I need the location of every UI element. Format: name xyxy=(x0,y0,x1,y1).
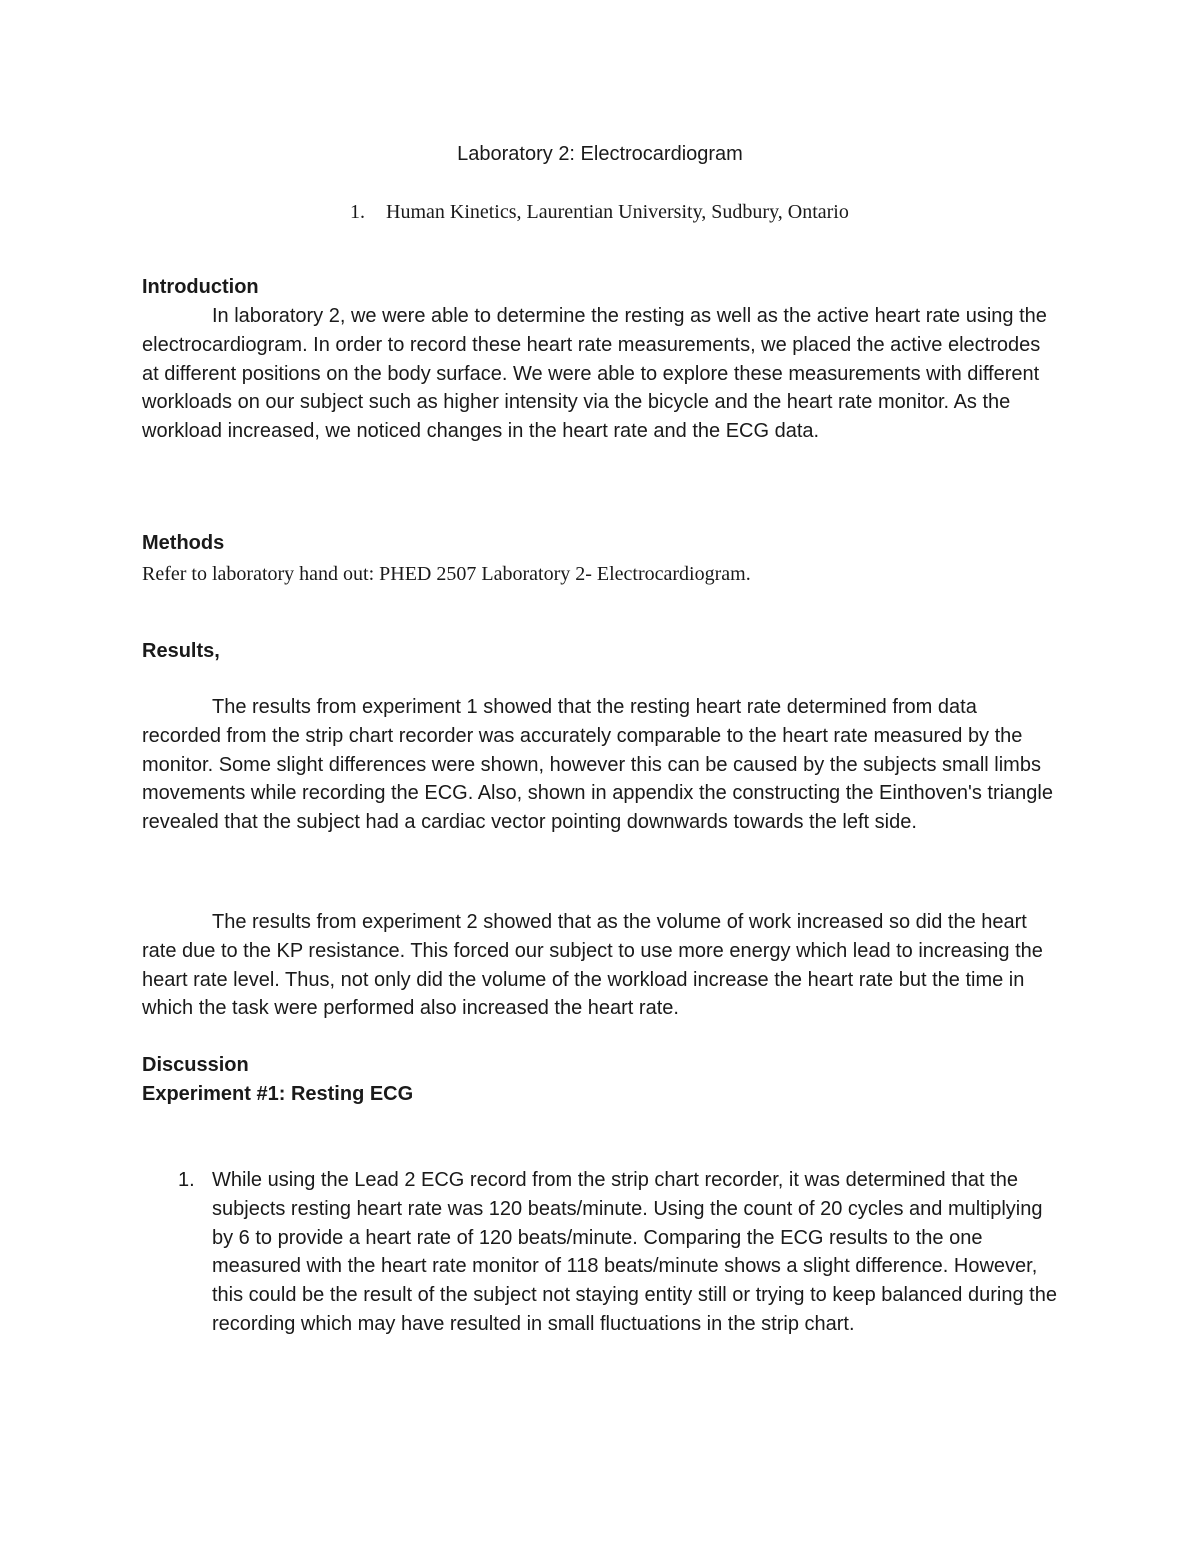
affiliation xyxy=(350,198,849,226)
methods-heading: Methods xyxy=(142,532,225,554)
experiment-1-subheading: Experiment #1: Resting ECG xyxy=(142,1083,414,1105)
list-item-text: While using the Lead 2 ECG record from the strip chart recorder, it was determined that the subjects resting heart rate was 120 beats/minute. Using the count of 20 cycles and multiplying by 6 to provide a heart rate of 120 beats/minute. Comparing the ECG results to the one measured with the heart rate monitor of 118 beats/minute shows a slight difference. However, this could be the result of the subject not staying entity still or trying to keep balanced during the recording which may have resulted in small fluctuations in the strip chart. xyxy=(212,1169,1057,1335)
list-item-number: 1. xyxy=(178,1169,195,1191)
methods-text: Refer to laboratory hand out: PHED 2507 Laboratory 2- Electrocardiogram. xyxy=(142,563,751,585)
results-heading: Results, xyxy=(142,640,220,662)
results-paragraph-1 xyxy=(142,693,1060,837)
introduction-text: In laboratory 2, we were able to determine the resting as well as the active heart rate using the electrocardiogram. In order to record these heart rate measurements, we placed the active electrodes at different positions on the body surface. We were able to explore these measurements with different workloads on our subject such as higher intensity via the bicycle and the heart rate monitor. As the workload increased, we noticed changes in the heart rate and the ECG data. xyxy=(142,305,1047,443)
results-paragraph-2-text: The results from experiment 2 showed that as the volume of work increased so did the heart rate due to the KP resistance. This forced our subject to use more energy which lead to increasing the heart rate level. Thus, not only did the volume of the workload increase the heart rate but the time in which the task were performed also increased the heart rate. xyxy=(142,911,1043,1020)
introduction-paragraph xyxy=(142,302,1060,446)
introduction-heading: Introduction xyxy=(142,276,259,298)
discussion-heading: Discussion xyxy=(142,1054,249,1076)
affiliation-number: 1. xyxy=(350,201,365,223)
results-paragraph-2 xyxy=(142,908,1060,1023)
document-title: Laboratory 2: Electrocardiogram xyxy=(457,143,743,165)
results-paragraph-1-text: The results from experiment 1 showed that the resting heart rate determined from data recorded from the strip chart recorder was accurately comparable to the heart rate measured by the monitor. Some slight differences were shown, however this can be caused by the subjects small limbs movements while recording the ECG. Also, shown in appendix the constructing the Einthoven's triangle revealed that the subject had a cardiac vector pointing downwards towards the left side. xyxy=(142,696,1053,834)
affiliation-text: Human Kinetics, Laurentian University, Sudbury, Ontario xyxy=(386,201,849,223)
